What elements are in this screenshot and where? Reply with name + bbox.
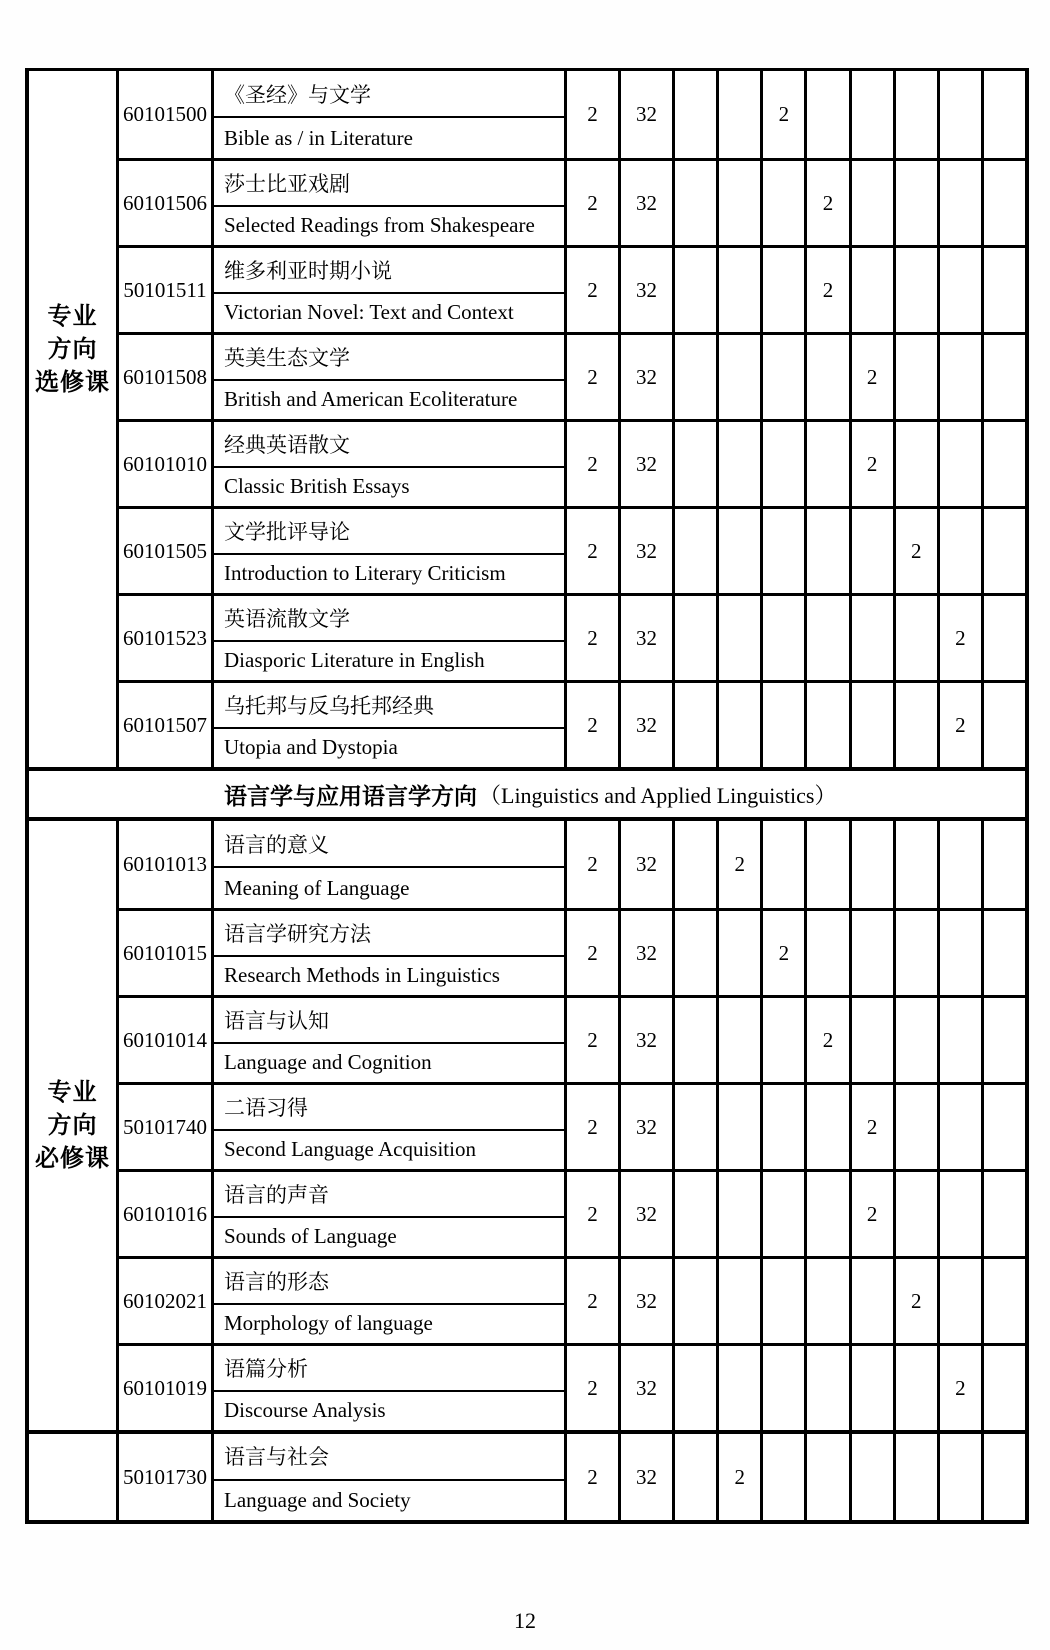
semester-7-cell: [940, 71, 984, 158]
category-label-line: 方向: [47, 334, 98, 363]
course-section: [29, 71, 1025, 767]
course-name-en: Research Methods in Linguistics: [214, 955, 564, 995]
semester-2-cell: 2: [719, 821, 763, 908]
hours-value: 32: [621, 683, 675, 767]
credits-value: 2: [567, 1346, 621, 1430]
semester-5-cell: [852, 1346, 896, 1430]
course-name-zh: 语言的形态: [224, 1269, 329, 1294]
category-label-line: 必修课: [35, 1144, 110, 1172]
course-name-zh: 语言学研究方法: [224, 921, 371, 946]
semester-3-cell: 2: [763, 911, 807, 995]
hours-value: 32: [621, 71, 675, 158]
course-name-cell: [214, 998, 567, 1082]
semester-8-cell: [984, 998, 1025, 1082]
semester-7-cell: 2: [940, 1346, 984, 1430]
semester-4-cell: [807, 1172, 851, 1256]
course-name-en: Meaning of Language: [214, 866, 564, 908]
credits-value: 2: [567, 1259, 621, 1343]
semester-4-cell: 2: [807, 248, 851, 332]
semester-7-cell: [940, 1172, 984, 1256]
course-name-zh: 语言与认知: [224, 1008, 329, 1033]
table-row: [119, 995, 1025, 1082]
semester-2-cell: [719, 998, 763, 1082]
hours-value: 32: [621, 1259, 675, 1343]
semester-8-cell: [984, 335, 1025, 419]
semester-3-cell: [763, 1259, 807, 1343]
hours-value: 32: [621, 821, 675, 908]
course-name-en: Bible as / in Literature: [214, 116, 564, 158]
table-row: [119, 680, 1025, 767]
semester-3-cell: [763, 821, 807, 908]
credits-value: 2: [567, 998, 621, 1082]
semester-3-cell: [763, 509, 807, 593]
semester-1-cell: [675, 335, 719, 419]
category-cell: [29, 821, 119, 1430]
semester-6-cell: [896, 422, 940, 506]
semester-6-cell: [896, 161, 940, 245]
semester-4-cell: [807, 1434, 851, 1520]
credits-value: 2: [567, 248, 621, 332]
semester-7-cell: [940, 335, 984, 419]
course-code: 60101013: [119, 821, 214, 908]
semester-2-cell: [719, 71, 763, 158]
semester-3-cell: [763, 1434, 807, 1520]
hours-value: 32: [621, 335, 675, 419]
hours-value: 32: [621, 596, 675, 680]
course-name-zh: 语言与社会: [224, 1445, 329, 1470]
semester-7-cell: [940, 1434, 984, 1520]
semester-8-cell: [984, 911, 1025, 995]
semester-2-cell: [719, 1085, 763, 1169]
semester-8-cell: [984, 683, 1025, 767]
semester-6-cell: 2: [896, 509, 940, 593]
semester-4-cell: [807, 683, 851, 767]
semester-2-cell: [719, 161, 763, 245]
course-name-cell: [214, 596, 567, 680]
course-name-cell: [214, 1434, 567, 1520]
course-name-zh: 维多利亚时期小说: [224, 258, 392, 283]
semester-3-cell: [763, 596, 807, 680]
course-name-zh: 《圣经》与文学: [224, 82, 371, 107]
table-row: [119, 332, 1025, 419]
semester-7-cell: [940, 509, 984, 593]
section-rows: [119, 1434, 1025, 1520]
course-code: 60101506: [119, 161, 214, 245]
credits-value: 2: [567, 71, 621, 158]
course-name-cell: [214, 422, 567, 506]
semester-7-cell: [940, 821, 984, 908]
course-code: 60101015: [119, 911, 214, 995]
table-row: [119, 1082, 1025, 1169]
hours-value: 32: [621, 911, 675, 995]
semester-3-cell: [763, 683, 807, 767]
semester-8-cell: [984, 1085, 1025, 1169]
semester-4-cell: [807, 911, 851, 995]
course-name-en: Selected Readings from Shakespeare: [214, 205, 564, 245]
semester-7-cell: [940, 422, 984, 506]
course-name-cell: [214, 1259, 567, 1343]
section-header-zh: 语言学与应用语言学方向: [224, 783, 477, 810]
table-row: [119, 506, 1025, 593]
semester-2-cell: [719, 683, 763, 767]
semester-8-cell: [984, 1259, 1025, 1343]
semester-6-cell: [896, 1085, 940, 1169]
semester-5-cell: [852, 161, 896, 245]
course-code: 60101508: [119, 335, 214, 419]
semester-3-cell: [763, 248, 807, 332]
semester-1-cell: [675, 248, 719, 332]
semester-4-cell: 2: [807, 998, 851, 1082]
course-name-en: Morphology of language: [214, 1303, 564, 1343]
semester-3-cell: [763, 1346, 807, 1430]
course-name-en: Second Language Acquisition: [214, 1129, 564, 1169]
credits-value: 2: [567, 1085, 621, 1169]
semester-3-cell: [763, 335, 807, 419]
category-label-line: 专业: [47, 1078, 98, 1106]
semester-4-cell: [807, 71, 851, 158]
credits-value: 2: [567, 335, 621, 419]
semester-5-cell: [852, 821, 896, 908]
course-name-zh: 语言的声音: [224, 1182, 329, 1207]
credits-value: 2: [567, 422, 621, 506]
category-label-line: 方向: [47, 1111, 98, 1139]
semester-4-cell: [807, 1259, 851, 1343]
course-code: 60101523: [119, 596, 214, 680]
course-name-cell: [214, 71, 567, 158]
semester-5-cell: 2: [852, 422, 896, 506]
semester-3-cell: [763, 1085, 807, 1169]
course-name-en: Victorian Novel: Text and Context: [214, 292, 564, 332]
course-code: 50101730: [119, 1434, 214, 1520]
course-name-en: Utopia and Dystopia: [214, 727, 564, 767]
semester-6-cell: [896, 1172, 940, 1256]
semester-6-cell: [896, 335, 940, 419]
course-name-cell: [214, 335, 567, 419]
course-name-cell: [214, 509, 567, 593]
semester-7-cell: 2: [940, 683, 984, 767]
semester-7-cell: [940, 998, 984, 1082]
semester-4-cell: [807, 509, 851, 593]
curriculum-table: [25, 68, 1029, 1524]
semester-6-cell: [896, 821, 940, 908]
category-label-line: 选修课: [35, 367, 110, 396]
table-row: [119, 908, 1025, 995]
semester-1-cell: [675, 998, 719, 1082]
page-number: 12: [514, 1608, 536, 1633]
category-label-line: 专业: [47, 301, 98, 330]
semester-8-cell: [984, 509, 1025, 593]
course-name-cell: [214, 911, 567, 995]
category-cell: [29, 1434, 119, 1520]
semester-1-cell: [675, 1172, 719, 1256]
credits-value: 2: [567, 821, 621, 908]
semester-4-cell: [807, 335, 851, 419]
semester-8-cell: [984, 422, 1025, 506]
semester-1-cell: [675, 683, 719, 767]
semester-8-cell: [984, 1346, 1025, 1430]
semester-5-cell: 2: [852, 1172, 896, 1256]
course-name-en: British and American Ecoliterature: [214, 379, 564, 419]
course-code: 60101014: [119, 998, 214, 1082]
hours-value: 32: [621, 509, 675, 593]
semester-5-cell: [852, 1259, 896, 1343]
table-row: [119, 71, 1025, 158]
semester-1-cell: [675, 161, 719, 245]
semester-2-cell: [719, 911, 763, 995]
semester-6-cell: [896, 71, 940, 158]
hours-value: 32: [621, 998, 675, 1082]
course-name-zh: 文学批评导论: [224, 519, 350, 544]
semester-8-cell: [984, 1172, 1025, 1256]
semester-1-cell: [675, 509, 719, 593]
course-name-cell: [214, 683, 567, 767]
semester-8-cell: [984, 1434, 1025, 1520]
semester-3-cell: 2: [763, 71, 807, 158]
category-cell: [29, 71, 119, 767]
semester-6-cell: [896, 1434, 940, 1520]
course-code: 60101016: [119, 1172, 214, 1256]
course-code: 60101500: [119, 71, 214, 158]
semester-5-cell: [852, 71, 896, 158]
course-name-zh: 经典英语散文: [224, 432, 350, 457]
semester-4-cell: [807, 1085, 851, 1169]
semester-1-cell: [675, 1085, 719, 1169]
semester-5-cell: [852, 509, 896, 593]
course-name-en: Discourse Analysis: [214, 1390, 564, 1430]
table-row: [119, 158, 1025, 245]
semester-1-cell: [675, 1434, 719, 1520]
course-name-zh: 语言的意义: [224, 832, 329, 857]
credits-value: 2: [567, 596, 621, 680]
semester-2-cell: [719, 335, 763, 419]
course-name-cell: [214, 821, 567, 908]
table-row: [119, 1434, 1025, 1520]
credits-value: 2: [567, 911, 621, 995]
semester-6-cell: [896, 683, 940, 767]
semester-5-cell: [852, 596, 896, 680]
semester-5-cell: 2: [852, 335, 896, 419]
semester-3-cell: [763, 422, 807, 506]
semester-2-cell: [719, 596, 763, 680]
semester-2-cell: [719, 1346, 763, 1430]
semester-7-cell: [940, 1085, 984, 1169]
hours-value: 32: [621, 1346, 675, 1430]
semester-4-cell: [807, 1346, 851, 1430]
section-header-row: [29, 767, 1025, 817]
semester-1-cell: [675, 422, 719, 506]
credits-value: 2: [567, 1434, 621, 1520]
semester-4-cell: [807, 821, 851, 908]
course-name-en: Introduction to Literary Criticism: [214, 553, 564, 593]
course-name-zh: 二语习得: [224, 1095, 308, 1120]
course-name-zh: 乌托邦与反乌托邦经典: [224, 693, 434, 718]
course-name-en: Language and Cognition: [214, 1042, 564, 1082]
hours-value: 32: [621, 1085, 675, 1169]
course-name-cell: [214, 1085, 567, 1169]
semester-5-cell: [852, 683, 896, 767]
credits-value: 2: [567, 509, 621, 593]
semester-8-cell: [984, 248, 1025, 332]
semester-7-cell: [940, 248, 984, 332]
semester-5-cell: 2: [852, 1085, 896, 1169]
course-name-en: Classic British Essays: [214, 466, 564, 506]
course-section: [29, 817, 1025, 1430]
course-name-cell: [214, 1346, 567, 1430]
semester-5-cell: [852, 998, 896, 1082]
semester-4-cell: 2: [807, 161, 851, 245]
section-header-en: （Linguistics and Applied Linguistics）: [479, 782, 837, 808]
course-name-zh: 英语流散文学: [224, 606, 350, 631]
course-code: 60101507: [119, 683, 214, 767]
category-label: [35, 300, 110, 399]
semester-8-cell: [984, 821, 1025, 908]
credits-value: 2: [567, 683, 621, 767]
table-row: [119, 593, 1025, 680]
semester-2-cell: [719, 509, 763, 593]
table-row: [119, 1169, 1025, 1256]
table-row: [119, 1256, 1025, 1343]
semester-6-cell: [896, 248, 940, 332]
course-name-en: Sounds of Language: [214, 1216, 564, 1256]
semester-7-cell: [940, 911, 984, 995]
table-row: [119, 821, 1025, 908]
semester-8-cell: [984, 161, 1025, 245]
semester-2-cell: 2: [719, 1434, 763, 1520]
section-rows: [119, 71, 1025, 767]
semester-5-cell: [852, 248, 896, 332]
course-code: 50101511: [119, 248, 214, 332]
semester-6-cell: [896, 911, 940, 995]
semester-8-cell: [984, 596, 1025, 680]
semester-6-cell: 2: [896, 1259, 940, 1343]
semester-6-cell: [896, 596, 940, 680]
course-code: 60101505: [119, 509, 214, 593]
hours-value: 32: [621, 422, 675, 506]
semester-4-cell: [807, 596, 851, 680]
semester-2-cell: [719, 248, 763, 332]
course-code: 50101740: [119, 1085, 214, 1169]
hours-value: 32: [621, 1434, 675, 1520]
semester-6-cell: [896, 998, 940, 1082]
credits-value: 2: [567, 1172, 621, 1256]
table-row: [119, 419, 1025, 506]
semester-1-cell: [675, 821, 719, 908]
course-code: 60101019: [119, 1346, 214, 1430]
table-row: [119, 245, 1025, 332]
section-rows: [119, 821, 1025, 1430]
course-code: 60102021: [119, 1259, 214, 1343]
hours-value: 32: [621, 248, 675, 332]
semester-4-cell: [807, 422, 851, 506]
course-section: [29, 1430, 1025, 1520]
semester-3-cell: [763, 161, 807, 245]
semester-1-cell: [675, 911, 719, 995]
semester-3-cell: [763, 1172, 807, 1256]
semester-3-cell: [763, 998, 807, 1082]
course-name-en: Language and Society: [214, 1479, 564, 1520]
course-name-cell: [214, 161, 567, 245]
course-name-cell: [214, 1172, 567, 1256]
semester-1-cell: [675, 1259, 719, 1343]
credits-value: 2: [567, 161, 621, 245]
semester-1-cell: [675, 1346, 719, 1430]
semester-7-cell: [940, 161, 984, 245]
table-row: [119, 1343, 1025, 1430]
semester-7-cell: [940, 1259, 984, 1343]
course-code: 60101010: [119, 422, 214, 506]
semester-7-cell: 2: [940, 596, 984, 680]
semester-1-cell: [675, 596, 719, 680]
semester-5-cell: [852, 1434, 896, 1520]
course-name-en: Diasporic Literature in English: [214, 640, 564, 680]
hours-value: 32: [621, 1172, 675, 1256]
semester-2-cell: [719, 1259, 763, 1343]
course-name-zh: 语篇分析: [224, 1356, 308, 1381]
semester-6-cell: [896, 1346, 940, 1430]
course-name-zh: 莎士比亚戏剧: [224, 171, 350, 196]
hours-value: 32: [621, 161, 675, 245]
semester-2-cell: [719, 422, 763, 506]
semester-5-cell: [852, 911, 896, 995]
course-name-cell: [214, 248, 567, 332]
category-label: [35, 1076, 110, 1175]
semester-8-cell: [984, 71, 1025, 158]
semester-1-cell: [675, 71, 719, 158]
semester-2-cell: [719, 1172, 763, 1256]
course-name-zh: 英美生态文学: [224, 345, 350, 370]
